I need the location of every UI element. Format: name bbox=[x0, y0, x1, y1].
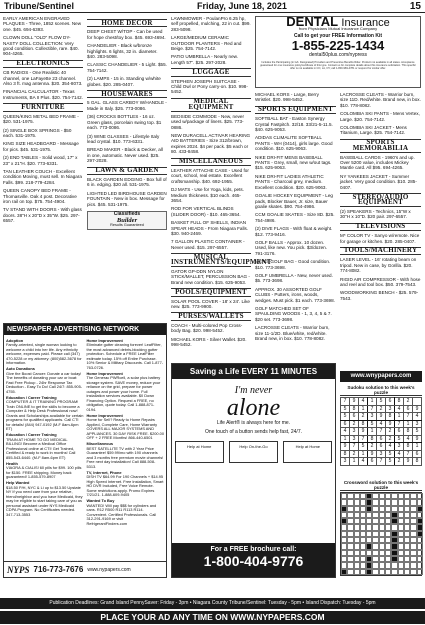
sudoku-cell: 3 bbox=[350, 435, 359, 443]
classified-ad: LACROSSE CLEATS - Warrior burn, size 11D. Red/white. Brand new, in box. $10. 778-8082. bbox=[340, 92, 421, 108]
sudoku-cell: 9 bbox=[359, 428, 368, 436]
sudoku-cell: 6 bbox=[377, 443, 386, 451]
classified-ad: MICHAEL KORS - Large, Berry Wristlet. $20. 998-5452. bbox=[255, 92, 319, 103]
sudoku-cell: 2 bbox=[404, 398, 413, 406]
sudoku-cell: 6 bbox=[395, 428, 404, 436]
sudoku-cell: 7 bbox=[341, 398, 350, 406]
sudoku-cell: 4 bbox=[413, 413, 422, 421]
dental-from: from Physicians Mutual Insurance Company bbox=[298, 26, 378, 32]
sudoku-cell: 1 bbox=[350, 458, 359, 466]
sudoku-cell: 2 bbox=[386, 435, 395, 443]
page-number: 15 bbox=[409, 0, 421, 12]
sudoku-cell: 1 bbox=[368, 428, 377, 436]
life-alert-devices bbox=[172, 441, 335, 463]
section-heading: MEDICAL EQUIPMENT bbox=[171, 98, 251, 112]
classified-ad: PATIO UMBRELLA - Nearly new. Length 57". $25. 297-2028. bbox=[171, 54, 238, 65]
life-alert-sub: Life Alert® is always here for me. bbox=[216, 420, 291, 426]
sudoku-cell: 2 bbox=[350, 420, 359, 428]
sudoku-cell: 5 bbox=[341, 413, 350, 421]
nap-ad-body: Home for Sell? Ready to Home Repairs Applied, Complete Care, Home Warranty COVERS ALL MAJOR SYSTEMS AND APPLIANCES. 30 DAY RISK FREE. $200.00 OFF + 2 FREE Months! 866-440-6501 bbox=[86, 417, 164, 440]
sudoku-solution bbox=[340, 385, 422, 466]
classified-ad: (2) LAMPS - 15 in. Standing w/white globes. $20. 285-0407. bbox=[87, 76, 161, 87]
classified-ad: BASKET FULL OF SHELLS, INDIAN SPEAR HEADS - From Niagara Falls. $30. 940-2469. bbox=[171, 220, 249, 236]
dental-title: DENTAL bbox=[286, 14, 338, 29]
classified-ad: COACH - Multi-colored Pop Cross-body Bag. $20. 998-5452. bbox=[171, 322, 243, 334]
device-help-home-2: Help at Home bbox=[283, 441, 332, 463]
nap-ad-body: Eliminate gutter cleaning forever! LeafFilter, the most advanced debris-blocking gutter protection. Schedule a FREE LeafFilter estimate today. 15% off Entire Purchase. 10% Senior & Military Discounts. Call 1-877-763-0726. bbox=[86, 342, 164, 370]
sudoku-cell: 5 bbox=[386, 458, 395, 466]
dental-call: Call to get your FREE Information Kit bbox=[293, 32, 383, 39]
nap-ad-body: DISH TV $64.99 For 190 Channels + $14.95 High Speed Internet. Free Installation, Smart HD DVR Included, Free Voice Remote. Some restrictions apply. Promo Expires 7/21/21. 1-888-609-9405 bbox=[86, 474, 164, 497]
section-heading: POOLS/EQUIPMENT bbox=[171, 288, 251, 296]
classified-ad: BLACK GARDEN EDGING - Box full of 6 in. edging. $20 all. 531-1975. bbox=[87, 176, 167, 188]
sudoku-cell: 1 bbox=[413, 443, 422, 451]
classified-ad: (3) WINE GLASSES - Lifestyle Italy lead crystal. $10. 773-6331. bbox=[87, 133, 160, 144]
classified-ad: COLOMBIA SKI JACKET - Mens Titanium, Large. $25. 754-7142. bbox=[340, 125, 407, 136]
nap-category: Help Wanted bbox=[6, 480, 30, 485]
classified-ad: KING SIZE HEADBOARD - Message for pics. $45. 531-1975. bbox=[3, 141, 79, 152]
classified-ad: DJ MATS - Use for Yoga, kids, pets. Medium thickness. $10 each. 465-3654. bbox=[171, 187, 244, 203]
classified-ad: MICHAEL KORS - Silver Wallet. $20. 998-5452. bbox=[171, 336, 247, 348]
life-alert-ad[interactable] bbox=[171, 363, 336, 578]
sudoku-cell: 6 bbox=[386, 398, 395, 406]
sudoku-cell: 3 bbox=[395, 443, 404, 451]
classified-ad: LAWNMOWER - PoulanPro 6.25 hp, self propelled, mulching, 22 in cut. $99. 283-5098. bbox=[171, 16, 251, 32]
nap-title: NEWSPAPER ADVERTISING NETWORK bbox=[4, 324, 166, 335]
classified-ad: M* COLOR TV - Sanyo w/remote. Nice for garage or kitchen. $20. 285-0407. bbox=[340, 233, 420, 244]
sudoku-cell: 7 bbox=[404, 450, 413, 458]
sudoku-cell: 8 bbox=[368, 435, 377, 443]
nap-column-b bbox=[87, 337, 165, 526]
sudoku-cell: 8 bbox=[404, 443, 413, 451]
sudoku-cell: 9 bbox=[386, 420, 395, 428]
life-alert-banner: Saving a Life EVERY 11 MINUTES bbox=[172, 364, 335, 379]
paper-name: Tribune/Sentinel bbox=[4, 1, 75, 11]
crossword-title: Crossword solution to this week's puzzle bbox=[340, 480, 422, 491]
sudoku-cell: 5 bbox=[395, 435, 404, 443]
section-heading: SPORTS EQUIPMENT bbox=[255, 106, 336, 114]
section-heading: FURNITURE bbox=[3, 103, 83, 111]
classified-ad: LACROSSE CLEATS - Warrior burn, size 11-1/2D. Blue/white, red/white. Brand new, in box. $10. 778-8082. bbox=[255, 325, 330, 342]
sudoku-cell: 5 bbox=[341, 405, 350, 413]
sudoku-cell: 8 bbox=[404, 428, 413, 436]
sudoku-cell: 7 bbox=[395, 420, 404, 428]
classified-ad: SOLAR POOL COVER - 18' x 24'. Like new. $25. 773-9900. bbox=[171, 298, 250, 310]
sudoku-cell: 6 bbox=[341, 420, 350, 428]
classified-ad: 5 GAL. GLASS CARBOY W/HANDLE - Made in Italy. $25. 773-0086. bbox=[87, 100, 167, 111]
nap-category: Auto Donations bbox=[6, 366, 35, 371]
classified-ad: (2) DIVE FLAGS - With float & weight. $12. 773-9416. bbox=[255, 226, 333, 237]
sudoku-cell: 6 bbox=[377, 435, 386, 443]
nap-ad-body: WANTED! Will pay $$$ for cylinders and cans. R12 R500 R11 R113 R114. Convenient. Certified Professionals. Call 312-291-9169 or visit RefrigerantFinders.com bbox=[86, 502, 157, 526]
classified-ad: APPROX. 30 ASSORTED GOLF CLUBS - Putters, irons, woods, wedges. Must pick. $1 each. 773-3698. bbox=[255, 286, 335, 303]
classified-column-4b bbox=[340, 92, 421, 344]
section-heading: LUGGAGE bbox=[171, 68, 251, 76]
classified-column-2 bbox=[87, 16, 167, 234]
sudoku-cell: 8 bbox=[350, 405, 359, 413]
newspaper-advertising-network-box bbox=[3, 323, 167, 578]
dental-fine-print: Includes the Participating (in GA: Designated) Providers and Preventive Benefits Rider. Product not available in all states. Acceptance guaranteed for one insurance policy/certificate of this type. Contact us for complete details about this insurance solicitation. This specific offer is not available in CO, LA, NY; call 1-800-969-4781 or respond for similar offer. bbox=[260, 60, 416, 70]
sudoku-cell: 7 bbox=[350, 443, 359, 451]
section-heading: SPORTS MEMORABILIA bbox=[340, 139, 421, 153]
nap-ad-body: BEST SATELLITE TV with 2 Year Price Guarantee! $59.99/mo with 190 channels and 3 months free premium movie channels! Free next day installation! Call 888-508-5313. bbox=[86, 445, 164, 469]
classified-ad: LEATHER ATTACHE CASE - Used for court, school, real estate. Excellent craftsmanship. $40. 692-1955. bbox=[171, 167, 249, 184]
website-banner[interactable]: www.wnypapers.com bbox=[340, 371, 422, 382]
classified-column-4 bbox=[255, 16, 421, 344]
place-ad-footer[interactable]: PLACE YOUR AD ANY TIME ON WWW.NYPAPERS.COM bbox=[0, 611, 425, 624]
classified-ad: NY YANKEES JACKET - Summer jacket. Very good condition. $10. 285-0407. bbox=[340, 173, 417, 190]
sudoku-cell: 9 bbox=[368, 450, 377, 458]
sudoku-cell: 9 bbox=[350, 398, 359, 406]
classified-ad: CLOWN DOLL "OLD" FLOW DY-NASTY DOLL COLLECTION: Very good condition. Collectible, rare. $40. 904-4265. bbox=[3, 35, 79, 57]
section-heading: PURSES/WALLETS bbox=[171, 312, 251, 320]
section-heading: LAWN & GARDEN bbox=[87, 167, 167, 175]
nap-category: Education / Career Training bbox=[6, 432, 57, 437]
nap-column-a bbox=[6, 337, 84, 526]
classified-column-3 bbox=[171, 16, 272, 351]
sudoku-cell: 2 bbox=[395, 458, 404, 466]
classified-ad: BREAD MAKER - Black & Decker, all in one, automatic. Never used. $25. 297-2028. bbox=[87, 147, 163, 164]
classified-ad: CHANDELIER - Black w/bronze highlights. 6 lights, 32 in. diameter. $40. 283-5098. bbox=[87, 43, 158, 60]
nap-category: Home Improvement bbox=[86, 337, 123, 343]
sudoku-cell: 4 bbox=[377, 420, 386, 428]
classified-ad: TAN LEATHER COUCH - Excellent condition Moving, must sell. In Niagara Falls. $99. 218-779-4284. bbox=[3, 168, 82, 185]
sudoku-cell: 8 bbox=[386, 413, 395, 421]
classified-ad: COLOMBIA SKI PANTS - Mens Vertex, Large. $20. 754-7142. bbox=[340, 111, 420, 122]
section-heading: MISCELLANEOUS bbox=[171, 158, 251, 166]
nap-ad-body: COMPUTER & IT TRAINING PROGRAM! Train ONLINE to get the skills to become a Computer & Help Desk Professional now! Grants and Scholarships available for certain programs for qualified applicants. Call CTI for details! (844) 947-0192 (M-F 8am-6pm ET) bbox=[6, 399, 84, 431]
issue-date: Friday, June 18, 2021 bbox=[197, 1, 287, 11]
device-help-home: Help at Home bbox=[175, 441, 224, 463]
dental-phone[interactable]: 1-855-225-1434 bbox=[291, 38, 385, 54]
sudoku-cell: 9 bbox=[413, 435, 422, 443]
classified-ad: CLASSIC CHANDELIER - 5 Light. $55. 754-7142. bbox=[87, 62, 167, 73]
sudoku-cell: 4 bbox=[359, 458, 368, 466]
nap-category: Wanted To Buy bbox=[86, 498, 115, 503]
classified-ad: GATOR GP-DDN NYLON STICK/MALLET, PERCUSSION BAG - Brand new condition. $15. 625-9053. bbox=[171, 269, 250, 285]
sudoku-cell: 5 bbox=[359, 443, 368, 451]
sudoku-cell: 4 bbox=[395, 450, 404, 458]
classified-ad: MEN'S GOLF BAG - Good condition. $10. 773-3698. bbox=[255, 259, 331, 270]
sudoku-cell: 2 bbox=[386, 428, 395, 436]
sudoku-cell: 3 bbox=[350, 428, 359, 436]
classified-ad: (2) END TABLES - Solid wood, 17" x 23" x 21"H. $20. 773-6331. bbox=[3, 155, 78, 166]
sudoku-cell: 3 bbox=[377, 450, 386, 458]
classified-ad: (2) SPEAKERS - Technics, 15"W x 30"H x 10"D. $20 pair. 297-6557. bbox=[340, 208, 411, 220]
classified-ad: QUEEN CANOPY BED FRAME - Thomasville. Oak 4 post. Decorative iron rail on top. $75. 754-4904. bbox=[3, 188, 77, 204]
classified-ad: SOFTBALL BAT - Easton Synergy Crystal Fastpitch. 32/18. 33/21-5-11.5. $40. 625-9053. bbox=[255, 116, 333, 133]
sudoku-cell: 2 bbox=[377, 405, 386, 413]
sudoku-cell: 3 bbox=[368, 413, 377, 421]
sudoku-title: Sudoku solution to this week's puzzle bbox=[340, 385, 422, 396]
crossword-solution bbox=[340, 480, 422, 576]
sudoku-grid bbox=[340, 397, 422, 466]
life-alert-free: For a FREE brochure call: bbox=[210, 546, 297, 553]
nap-ad-body: TRAIN AT HOME TO DO MEDICAL BILLING! Become a Medical Office Professional online at CTI! Get Trained, Certified & ready to work in months! Call 855-543-6440. (M-F 8am-6pm ET) bbox=[6, 436, 76, 460]
nap-ad-body: VIAGRA & CIALIS! 60 pills for $99. 100 pills for $150. FREE shipping. Money back guaranteed! 1-855-579-8907 bbox=[6, 465, 82, 479]
page-header bbox=[0, 0, 425, 13]
life-alert-phone[interactable]: 1-800-404-9776 bbox=[203, 553, 304, 569]
crossword-cell bbox=[417, 569, 423, 575]
nap-category: Home Improvement bbox=[86, 412, 123, 418]
classified-ad: RIGID AIR COMPRESSOR - With hose and reel and tool box. $50. 379-7543. bbox=[340, 276, 421, 287]
sudoku-cell: 6 bbox=[368, 458, 377, 466]
classified-ad: ADIDAS CLIMALITE SOFTBALL PANTS - WH (0414), girls large. Good condition. $10. 625-9063. bbox=[255, 135, 333, 152]
section-heading: STEREO/AUDIO EQUIPMENT bbox=[340, 193, 421, 207]
sudoku-cell: 4 bbox=[386, 443, 395, 451]
sudoku-cell: 1 bbox=[341, 435, 350, 443]
sudoku-cell: 1 bbox=[404, 420, 413, 428]
sudoku-cell: 9 bbox=[341, 443, 350, 451]
sudoku-cell: 9 bbox=[404, 458, 413, 466]
nap-category: Health bbox=[6, 460, 18, 466]
classified-ad: ROD FOR VERTICAL BLINDS (SLIDER DOOR) - $10. 465-3654. bbox=[171, 206, 241, 217]
classified-ad: GOLF UMBRELLA - New, never used. $5. 773-3698. bbox=[255, 272, 333, 284]
classified-ad: GOLF MATCHED SET OF SPAULDING WOODS - 1, 3, 4, 5 & 7. $20 set. 773-3698. bbox=[255, 306, 332, 322]
classified-ad: FINANCIAL CALCULATOR - Texas Instruments, BA II Plus. $20. 754-7142. bbox=[3, 89, 83, 100]
classified-ad: TV STAND WITH DOORS - With glass doors. 38"H x 20"D x 35"W. $25. 297-6557. bbox=[3, 207, 82, 224]
classified-ad: CCM GOALIE SKATES - Size 8D. $25. 754-4986. bbox=[255, 212, 335, 223]
nap-ad-body: The Generac PWRcell, a solar plus battery storage system. SAVE money, reduce your reliance on the grid, prepare for power outages and power your home. Full installation services available. $0 Down Financing Option. Request a FREE, no obligation, quote today. Call 1-888-871-0194. bbox=[86, 375, 161, 412]
sudoku-cell: 3 bbox=[386, 405, 395, 413]
nap-footer bbox=[4, 561, 166, 577]
sudoku-cell: 1 bbox=[359, 450, 368, 458]
sudoku-cell: 7 bbox=[359, 435, 368, 443]
classified-ad: CB RADIOS - One Realistic 40 channel, one LaFayette 23 channel. Also 3 ft. mag antenna. $20. 354-8073. bbox=[3, 70, 83, 87]
dental-insurance-ad[interactable] bbox=[255, 16, 421, 88]
sudoku-cell bbox=[413, 398, 422, 406]
sudoku-cell: 2 bbox=[359, 413, 368, 421]
sudoku-cell: 9 bbox=[413, 405, 422, 413]
nyps-logo: NYPS bbox=[7, 564, 30, 575]
nap-category: Adoption bbox=[6, 337, 24, 343]
section-heading: TOOLS/MACHINERY bbox=[340, 247, 421, 255]
sudoku-cell: 6 bbox=[413, 450, 422, 458]
sudoku-cell: 2 bbox=[368, 443, 377, 451]
sudoku-cell: 3 bbox=[413, 420, 422, 428]
classified-ad: LIGHTED LED BIRDHOUSE GARDEN FOUNTAIN - New in box. Message for pics. $45. 531-1975. bbox=[87, 190, 167, 207]
classified-ad: NIKE DRI-FIT MENS BASEBALL PANTS - Grey, small, new w/out tags. $15. 625-9063. bbox=[255, 154, 332, 171]
classified-ad: DEEP CHEST W/TOP - Can be used for hope chest/toy box. $45. 693-4694. bbox=[87, 29, 166, 40]
classified-ad: NEW DURACELL ACTIVAR HEARING AID BATTERIES - Size 312/brown, expires 2024. $4 per pack. $5 each or 80. 433-8458. bbox=[171, 132, 251, 155]
classified-ad: BEDSIDE COMMODE - New, never used w/package of liners. $25. 773-0886. bbox=[171, 113, 245, 130]
life-alert-quote: I'm never bbox=[234, 385, 273, 396]
sudoku-cell: 7 bbox=[368, 405, 377, 413]
life-alert-alone: alone bbox=[226, 395, 281, 421]
classified-ad: LARGE/MEDIUM CERAMIC OUTDOOR PLANTERS - Red and Beige. $25. 754-7142. bbox=[171, 35, 242, 52]
sudoku-cell: 8 bbox=[413, 458, 422, 466]
sudoku-cell: 8 bbox=[395, 398, 404, 406]
sudoku-cell: 4 bbox=[359, 398, 368, 406]
sudoku-cell: 2 bbox=[350, 450, 359, 458]
sudoku-cell: 5 bbox=[377, 398, 386, 406]
nap-category: Miscellaneous bbox=[86, 441, 114, 446]
section-heading: ELECTRONICS bbox=[3, 60, 83, 68]
section-heading: TELEVISIONS bbox=[340, 223, 421, 231]
classified-ad: EARLY AMERICAN ENGRAVED PLAQUES - Three, 1852 scenes. New one. $45. 694-6393. bbox=[3, 16, 82, 32]
classified-column-1 bbox=[3, 16, 83, 227]
sudoku-cell: 8 bbox=[341, 450, 350, 458]
sudoku-cell: 4 bbox=[341, 428, 350, 436]
sudoku-cell: 1 bbox=[368, 398, 377, 406]
classified-ad: WOODWORKING BENCH - $25. 579-7543. bbox=[340, 290, 419, 301]
classifieds-builder-logo: Classifieds Builder Results Guaranteed bbox=[87, 211, 167, 230]
sudoku-cell: 4 bbox=[404, 435, 413, 443]
crossword-grid bbox=[340, 492, 422, 576]
classified-ad: (36) CROCKS BOTTLES - 16 oz. Green glass, porcelain swing top. $1 each. 773-0086. bbox=[87, 114, 162, 131]
sudoku-cell: 5 bbox=[413, 428, 422, 436]
sudoku-cell: 6 bbox=[350, 413, 359, 421]
sudoku-cell: 3 bbox=[341, 458, 350, 466]
section-heading: HOME DECOR bbox=[87, 19, 167, 27]
dental-url[interactable]: dental50plus.com/nypress bbox=[308, 52, 368, 59]
sudoku-cell: 9 bbox=[377, 413, 386, 421]
deadlines-footer: Publication Deadlines: Grand Island PennySaver: Friday - 3pm • Niagara County Tribune/Sentinel: Tuesday - 5pm • Island Dispatch: Tuesday - 5pm bbox=[0, 598, 425, 609]
sudoku-cell: 5 bbox=[368, 420, 377, 428]
life-alert-one-touch: One touch of a button sends help fast, 24/7. bbox=[204, 429, 302, 435]
nap-category: Home Improvement bbox=[86, 370, 123, 376]
sudoku-cell: 6 bbox=[404, 405, 413, 413]
classified-ad: BASEBALL CARDS - 1960's and up. Over 5200 value, includes Mickey Mantle card. All $95. 694-4265. bbox=[340, 154, 415, 171]
classified-ad: LASER LEVEL - 16' rotating beam on tripod. New in case, by Gorilla. $20. 774-8082. bbox=[340, 257, 417, 274]
classified-ad: (2) SINGLE BOX SPRINGS - $50 each. 531-1975. bbox=[3, 127, 72, 138]
sudoku-cell: 7 bbox=[377, 458, 386, 466]
nap-category: Education / Career Training bbox=[6, 394, 57, 400]
section-heading: HOUSEWARES bbox=[87, 90, 167, 98]
nap-url[interactable]: www.nypapers.com bbox=[87, 566, 131, 573]
sudoku-cell: 8 bbox=[359, 420, 368, 428]
classified-ad: 7 GALLON PLASTIC CONTAINER - Never used. $15. 297-6557. bbox=[171, 239, 245, 250]
sudoku-cell: 1 bbox=[359, 405, 368, 413]
sudoku-cell: 4 bbox=[395, 405, 404, 413]
sudoku-cell: 7 bbox=[404, 413, 413, 421]
device-help-go: Help On-the-Go bbox=[229, 441, 278, 463]
classified-column-4a bbox=[255, 92, 336, 344]
nap-category: TV, Internet, Phone bbox=[86, 469, 122, 475]
nap-ad-body: Give the Boost Cancer: Donate a car today! The benefits of donating your car or boat: Fast Free Pickup - 24hr Response Tax Deduction - Easy To Do! Call 24/7: 855-905-4755. bbox=[6, 370, 83, 394]
classified-ad: STEPHEN JOSEPH SUITCASE - Child Owl or Pony carry-on. $10. 998-5452. bbox=[171, 78, 248, 95]
classified-ad: NIKE DRI-FIT LADIES ATHLETIC PANTS - Charcoal grey, medium. Excellent condition. $20. 625-9063. bbox=[255, 173, 327, 190]
nap-ad-body: Family-oriented, single woman looking to welcome a child into her life. Any ethnicity welcome, expenses paid. Please call (347) 470-5228 or my attorney: (800)582-3678 for information. bbox=[6, 342, 82, 365]
nap-ad-body: $18.50 P/H, NYC & Li up to $13.50 Upstate NY If you need care from your relative, friend/neighbor and you have Medicaid, they may be eligible to start taking care of you as personal assistant under NYS Medicaid CDPA Program. No Certificates needed. 347-713-3553 bbox=[6, 484, 83, 517]
sudoku-cell: 7 bbox=[377, 428, 386, 436]
nap-phone[interactable]: 716-773-7676 bbox=[33, 565, 84, 574]
classified-ad: GOLF BALLS - Approx. 10 dozen. Used, like new. You pick. $3/dozen. 791-3176. bbox=[255, 239, 328, 256]
sudoku-cell: 5 bbox=[386, 450, 395, 458]
classified-ad: GOALIE HOCKEY EQUIPMENT - Leg pads, Blocker Bauer, Jr. size, Bauer goalie skates. $90. 754-4986. bbox=[255, 193, 333, 209]
section-heading: MUSICAL INSTRUMENTS/EQUIPMENT bbox=[171, 252, 272, 267]
classified-ad: QUEEN/KING METAL BED FRAME - $20. 531-1975. bbox=[3, 113, 79, 125]
dental-title-2: Insurance bbox=[341, 17, 390, 29]
life-alert-footer bbox=[172, 543, 335, 577]
sudoku-cell: 1 bbox=[395, 413, 404, 421]
